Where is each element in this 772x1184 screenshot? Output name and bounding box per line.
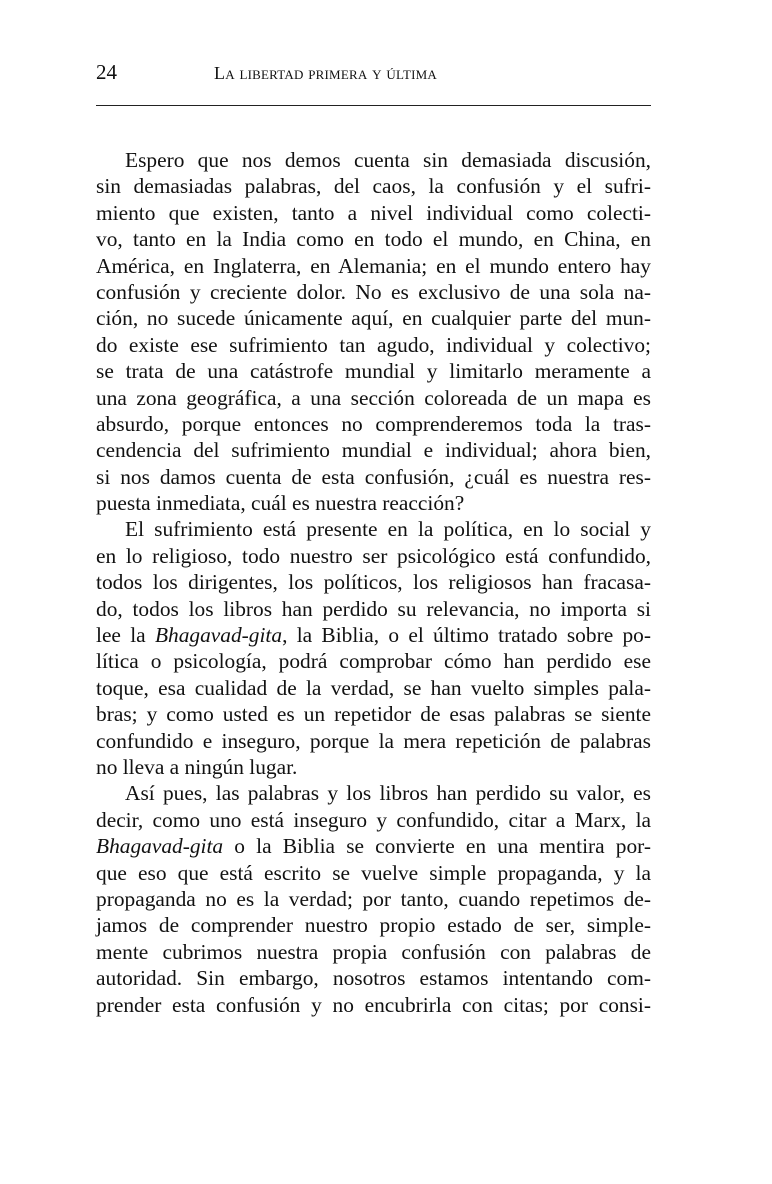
text-line: ción, no sucede únicamente aquí, en cualquier parte del mun- xyxy=(96,306,651,331)
text-line: Espero que nos demos cuenta sin demasiada discusión, xyxy=(125,148,651,172)
text-line: mente cubrimos nuestra propia confusión con palabras de xyxy=(96,939,651,964)
body-text xyxy=(96,147,651,1018)
text-line: vo, tanto en la India como en todo el mundo, en China, en xyxy=(96,227,651,252)
text-line: se trata de una catástrofe mundial y limitarlo meramente a xyxy=(96,359,651,384)
paragraph xyxy=(96,147,651,516)
text-line: confusión y creciente dolor. No es exclusivo de una sola na- xyxy=(96,279,651,304)
text-line: todos los dirigentes, los políticos, los religiosos han fracasa- xyxy=(96,570,651,595)
text-line: lítica o psicología, podrá comprobar cómo han perdido ese xyxy=(96,649,651,674)
text-line: miento que existen, tanto a nivel individual como colecti- xyxy=(96,200,651,225)
running-head xyxy=(96,58,651,88)
italic-title: Bhagavad-gita xyxy=(96,834,224,859)
text-line: El sufrimiento está presente en la política, en lo social y xyxy=(125,517,651,542)
text-line: propaganda no es la verdad; por tanto, cuando repetimos de- xyxy=(96,886,651,911)
text-line: absurdo, porque entonces no comprenderemos toda la tras- xyxy=(96,411,651,436)
text-line: si nos damos cuenta de esta confusión, ¿cuál es nuestra res- xyxy=(96,464,651,489)
text-line: no lleva a ningún lugar. xyxy=(96,754,298,779)
running-title: La libertad primera y última xyxy=(214,63,437,83)
text-line: una zona geográfica, a una sección coloreada de un mapa es xyxy=(96,385,651,410)
header-rule xyxy=(96,105,651,106)
text-line: toque, esa cualidad de la verdad, se han vuelto simples pala- xyxy=(96,675,651,700)
text-line: bras; y como usted es un repetidor de esas palabras se siente xyxy=(96,702,651,727)
text-line: América, en Inglaterra, en Alemania; en el mundo entero hay xyxy=(96,253,651,278)
text-line: cendencia del sufrimiento mundial e individual; ahora bien, xyxy=(96,438,651,463)
text-line: sin demasiadas palabras, del caos, la confusión y el sufri- xyxy=(96,174,651,199)
text-line: que eso que está escrito se vuelve simple propaganda, y la xyxy=(96,860,651,885)
text-line: autoridad. Sin embargo, nosotros estamos intentando com- xyxy=(96,966,651,991)
text-line: Así pues, las palabras y los libros han perdido su valor, es xyxy=(125,781,651,806)
paragraph xyxy=(96,780,651,1018)
text-line: prender esta confusión y no encubrirla con citas; por consi- xyxy=(96,992,651,1017)
text-line: Bhagavad-gita o la Biblia se convierte en una mentira por- xyxy=(96,834,651,859)
text-line: do, todos los libros han perdido su relevancia, no importa si xyxy=(96,596,651,621)
text-line: jamos de comprender nuestro propio estado de ser, simple- xyxy=(96,913,651,938)
text-line: puesta inmediata, cuál es nuestra reacción? xyxy=(96,491,465,516)
italic-title: Bhagavad-gita xyxy=(154,623,283,648)
text-line: lee la Bhagavad-gita, la Biblia, o el último tratado sobre po- xyxy=(96,623,651,648)
text-line: confundido e inseguro, porque la mera repetición de palabras xyxy=(96,728,651,753)
page-number: 24 xyxy=(96,60,117,84)
paragraph xyxy=(96,516,651,780)
text-line: decir, como uno está inseguro y confundido, citar a Marx, la xyxy=(96,807,651,832)
text-line: en lo religioso, todo nuestro ser psicológico está confundido, xyxy=(96,543,651,568)
text-line: do existe ese sufrimiento tan agudo, individual y colectivo; xyxy=(96,332,651,357)
